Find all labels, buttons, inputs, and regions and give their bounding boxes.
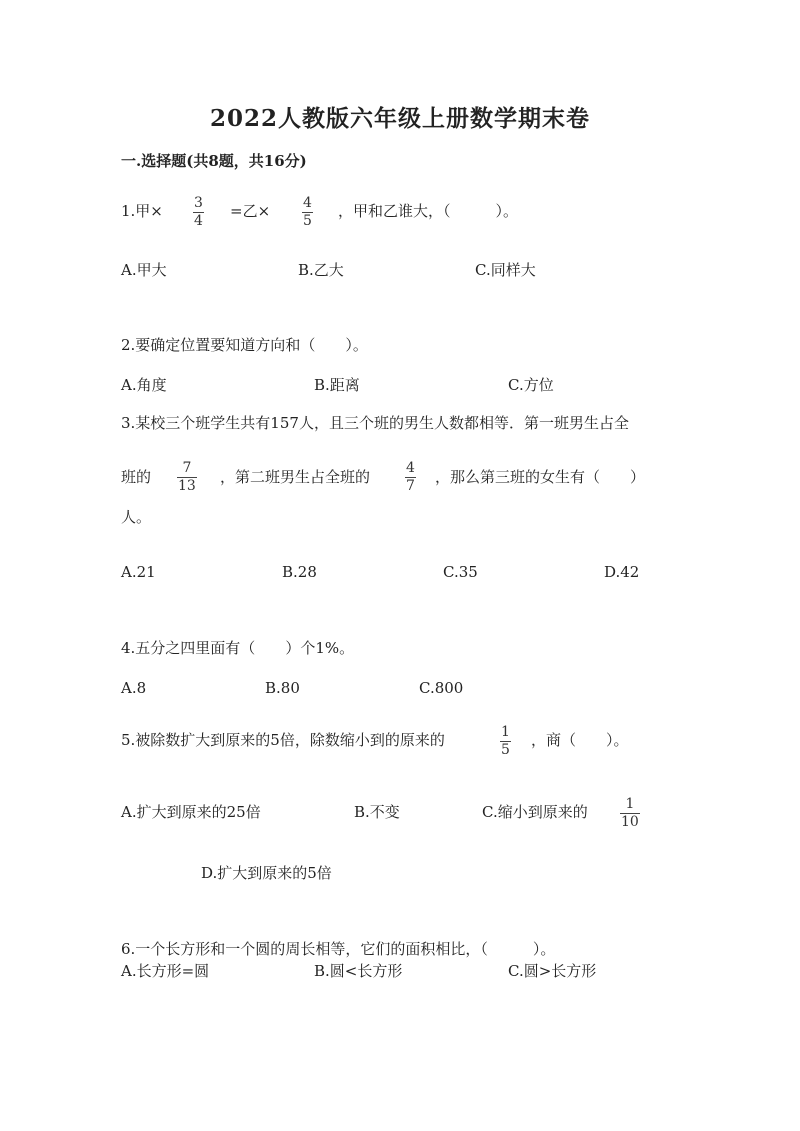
q3-option-c[interactable]: C.35	[443, 563, 478, 581]
fraction-denominator: 13	[178, 478, 196, 494]
q5-option-d[interactable]: D.扩大到原来的5倍	[201, 864, 332, 882]
fraction-numerator: 7	[182, 460, 192, 476]
fraction-numerator: 4	[406, 460, 415, 476]
q6-option-a[interactable]: A.长方形=圆	[121, 962, 210, 980]
q5-option-b[interactable]: B.不变	[354, 803, 400, 821]
q1-text-part2: =乙×	[230, 202, 271, 220]
fraction-numerator: 3	[194, 195, 203, 211]
q5-text-part2: ，商（ ）。	[531, 731, 629, 749]
q3-option-d[interactable]: D.42	[604, 563, 640, 581]
q2-option-c[interactable]: C.方位	[508, 376, 554, 394]
q1-text-part3: ，甲和乙谁大，（ ）。	[338, 202, 519, 220]
q1-text-part1: 1.甲×	[121, 202, 163, 220]
q5-fraction-1	[500, 725, 511, 758]
exam-title: 2022人教版六年级上册数学期末卷	[209, 105, 590, 132]
q6-option-c[interactable]: C.圆>长方形	[508, 962, 597, 980]
fraction-denominator: 4	[194, 213, 203, 229]
q6-option-b[interactable]: B.圆<长方形	[314, 962, 403, 980]
fraction-denominator: 7	[406, 478, 415, 494]
q3-line-3: 人。	[121, 508, 152, 526]
q3-fraction-2	[405, 461, 416, 494]
q4-option-c[interactable]: C.800	[419, 679, 464, 697]
q3-fraction-1	[177, 461, 197, 494]
section-heading: 一.选择题(共8题，共16分)	[121, 152, 307, 170]
q1-fraction-2	[302, 196, 313, 229]
q1-option-c[interactable]: C.同样大	[475, 261, 536, 279]
fraction-denominator: 5	[501, 742, 510, 758]
fraction-numerator: 1	[501, 724, 510, 740]
q4-option-b[interactable]: B.80	[265, 679, 300, 697]
q1-fraction-1	[193, 196, 204, 229]
fraction-numerator: 1	[625, 796, 635, 812]
q2-option-a[interactable]: A.角度	[121, 376, 167, 394]
q4-text: 4.五分之四里面有（ ）个1%。	[121, 639, 355, 657]
q5-option-c-fraction	[620, 797, 640, 830]
q1-option-b[interactable]: B.乙大	[298, 261, 344, 279]
q5-text-part1: 5.被除数扩大到原来的5倍，除数缩小到的原来的	[121, 731, 445, 749]
q3-text-part3: ，那么第三班的女生有（ ）	[435, 468, 646, 486]
fraction-denominator: 10	[621, 814, 639, 830]
q3-option-a[interactable]: A.21	[121, 563, 156, 581]
q3-text-part1: 班的	[121, 468, 152, 486]
q2-option-b[interactable]: B.距离	[314, 376, 360, 394]
fraction-numerator: 4	[303, 195, 312, 211]
q1-option-a[interactable]: A.甲大	[121, 261, 167, 279]
q2-text: 2.要确定位置要知道方向和（ ）。	[121, 336, 368, 354]
q3-line-1: 3.某校三个班学生共有157人，且三个班的男生人数都相等．第一班男生占全	[121, 414, 629, 432]
q5-option-c[interactable]: C.缩小到原来的	[482, 803, 588, 821]
q3-text-part2: ，第二班男生占全班的	[220, 468, 371, 486]
q3-option-b[interactable]: B.28	[282, 563, 317, 581]
fraction-denominator: 5	[303, 213, 312, 229]
q5-option-a[interactable]: A.扩大到原来的25倍	[121, 803, 261, 821]
q6-text: 6.一个长方形和一个圆的周长相等，它们的面积相比，（ ）。	[121, 940, 556, 958]
q4-option-a[interactable]: A.8	[121, 679, 147, 697]
